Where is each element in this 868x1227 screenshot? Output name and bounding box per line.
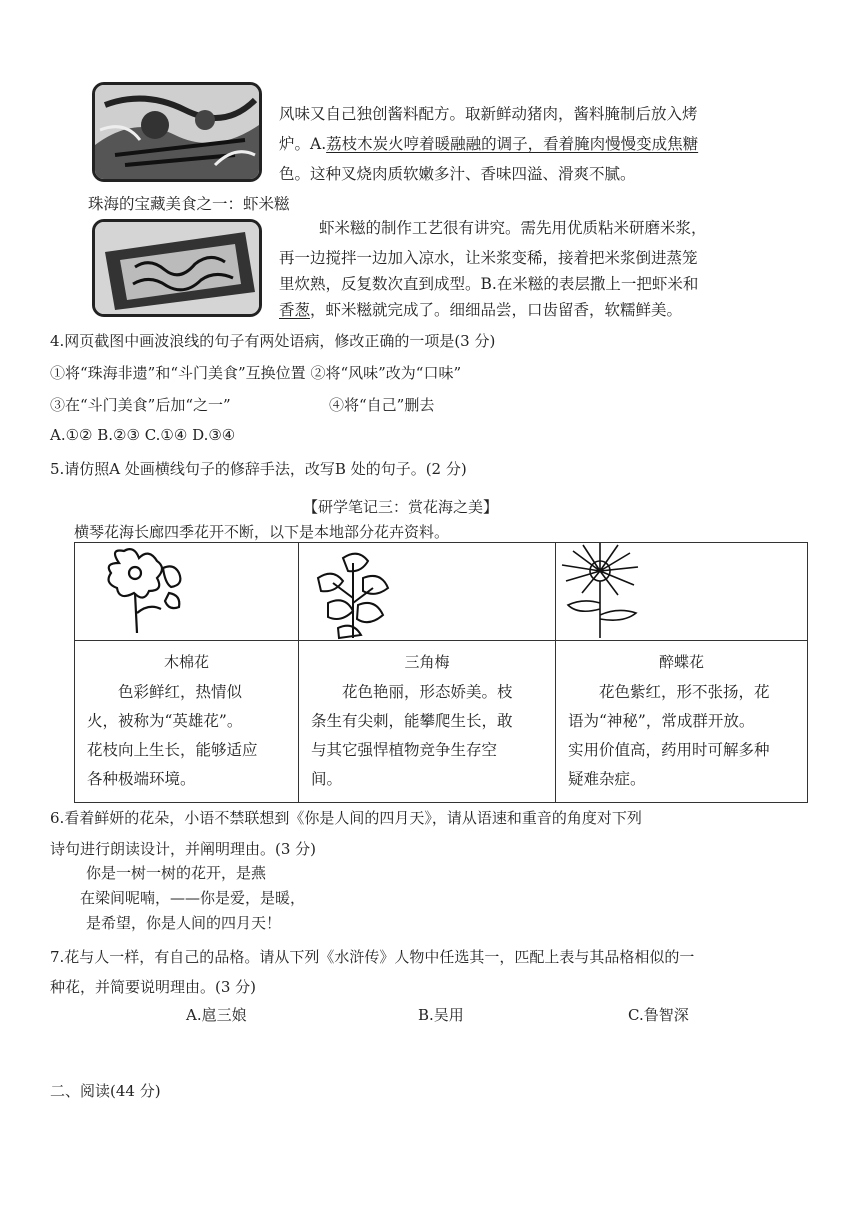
flower-name: 木棉花 — [163, 653, 209, 671]
flower-image-cell — [299, 543, 556, 641]
flower-image-cell — [556, 543, 808, 641]
note3-title: 【研学笔记三：赏花海之美】 — [303, 498, 499, 516]
q7-option-a: A.扈三娘 — [186, 1006, 247, 1024]
shrimp-rice-cake-image — [92, 219, 262, 317]
flower-description: 花色紫红，形不张扬，花 语为“神秘”，常成群开放。 实用价值高，药用时可解多种 疑难杂症。 — [568, 683, 770, 788]
q7-option-b: B.吴用 — [418, 1006, 464, 1024]
q4-question: 4.网页截图中画波浪线的句子有两处语病，修改正确的一项是(3 分) — [50, 332, 496, 350]
sentence-a-underlined: 荔枝木炭火哼着暖融融的调子，看着腌肉慢慢变成焦糖 — [326, 135, 699, 153]
food1-line2: 炉。A.荔枝木炭火哼着暖融融的调子，看着腌肉慢慢变成焦糖 — [279, 135, 699, 153]
flower-info-bougainvillea — [299, 641, 556, 803]
poem-line: 你是一树一树的花开，是燕 — [86, 864, 267, 882]
bougainvillea-icon — [303, 543, 413, 640]
note3-intro: 横琴花海长廊四季花开不断，以下是本地部分花卉资料。 — [74, 523, 450, 541]
q7-question-line2: 种花，并简要说明理由。(3 分) — [50, 978, 257, 996]
flower-info-kapok — [75, 641, 299, 803]
flower-description: 花色艳丽，形态娇美。枝 条生有尖刺，能攀爬生长，敢 与其它强悍植物竞争生存空 间。 — [311, 683, 513, 788]
section-heading: 二、阅读(44 分) — [50, 1082, 161, 1100]
poem-line: 是希望，你是人间的四月天！ — [86, 914, 282, 932]
flower-name: 醉蝶花 — [658, 653, 704, 671]
q7-question-line1: 7.花与人一样，有自己的品格。请从下列《水浒传》人物中任选其一，匹配上表与其品格相似的一 — [50, 948, 695, 966]
q4-option-line1: ①将“珠海非遗”和“斗门美食”互换位置 ②将“风味”改为“口味” — [50, 364, 462, 382]
food2-line4: 香葱，虾米糍就完成了。细细品尝，口齿留香，软糯鲜美。 — [279, 301, 683, 319]
q6-question-line1: 6.看着鲜妍的花朵，小语不禁联想到《你是人间的四月天》，请从语速和重音的角度对下列 — [50, 809, 642, 827]
q7-option-c: C.鲁智深 — [628, 1006, 689, 1024]
q4-answers: A.①② B.②③ C.①④ D.③④ — [50, 426, 236, 444]
poem-line: 在梁间呢喃，——你是爱，是暖， — [80, 889, 306, 907]
flower-image-cell — [75, 543, 299, 641]
q6-question-line2: 诗句进行朗读设计，并阐明理由。(3 分) — [50, 840, 317, 858]
q4-option-line2a: ③在“斗门美食”后加“之一” — [50, 396, 231, 414]
q5-question: 5.请仿照A 处画横线句子的修辞手法，改写B 处的句子。(2 分) — [50, 460, 467, 478]
food2-line3: 里炊熟，反复数次直到成型。B.在米糍的表层撒上一把虾米和 — [279, 275, 699, 293]
food2-line2: 再一边搅拌一边加入凉水，让米浆变稀，接着把米浆倒进蒸笼 — [279, 249, 698, 267]
char-siu-image — [92, 82, 262, 182]
kapok-flower-icon — [89, 543, 189, 640]
flower-description: 色彩鲜红，热情似 火，被称为“英雄花”。 花枝向上生长，能够适应 各种极端环境。 — [87, 683, 258, 788]
sentence-b-underlined: 香葱 — [279, 301, 311, 319]
food2-heading: 珠海的宝藏美食之一：虾米糍 — [88, 195, 290, 213]
food2-line1: 虾米糍的制作工艺很有讲究。需先用优质粘米研磨米浆， — [319, 219, 707, 237]
spider-flower-icon — [558, 543, 648, 640]
food1-line3: 色。这种叉烧肉质软嫩多汁、香味四溢、滑爽不腻。 — [279, 165, 636, 183]
flower-table — [74, 542, 808, 803]
food1-line1: 风味又自己独创酱料配方。取新鲜动猪肉，酱料腌制后放入烤 — [279, 105, 698, 123]
flower-name: 三角梅 — [404, 653, 450, 671]
flower-info-spider-flower — [556, 641, 808, 803]
q4-option-line2b: ④将“自己”删去 — [329, 396, 435, 414]
